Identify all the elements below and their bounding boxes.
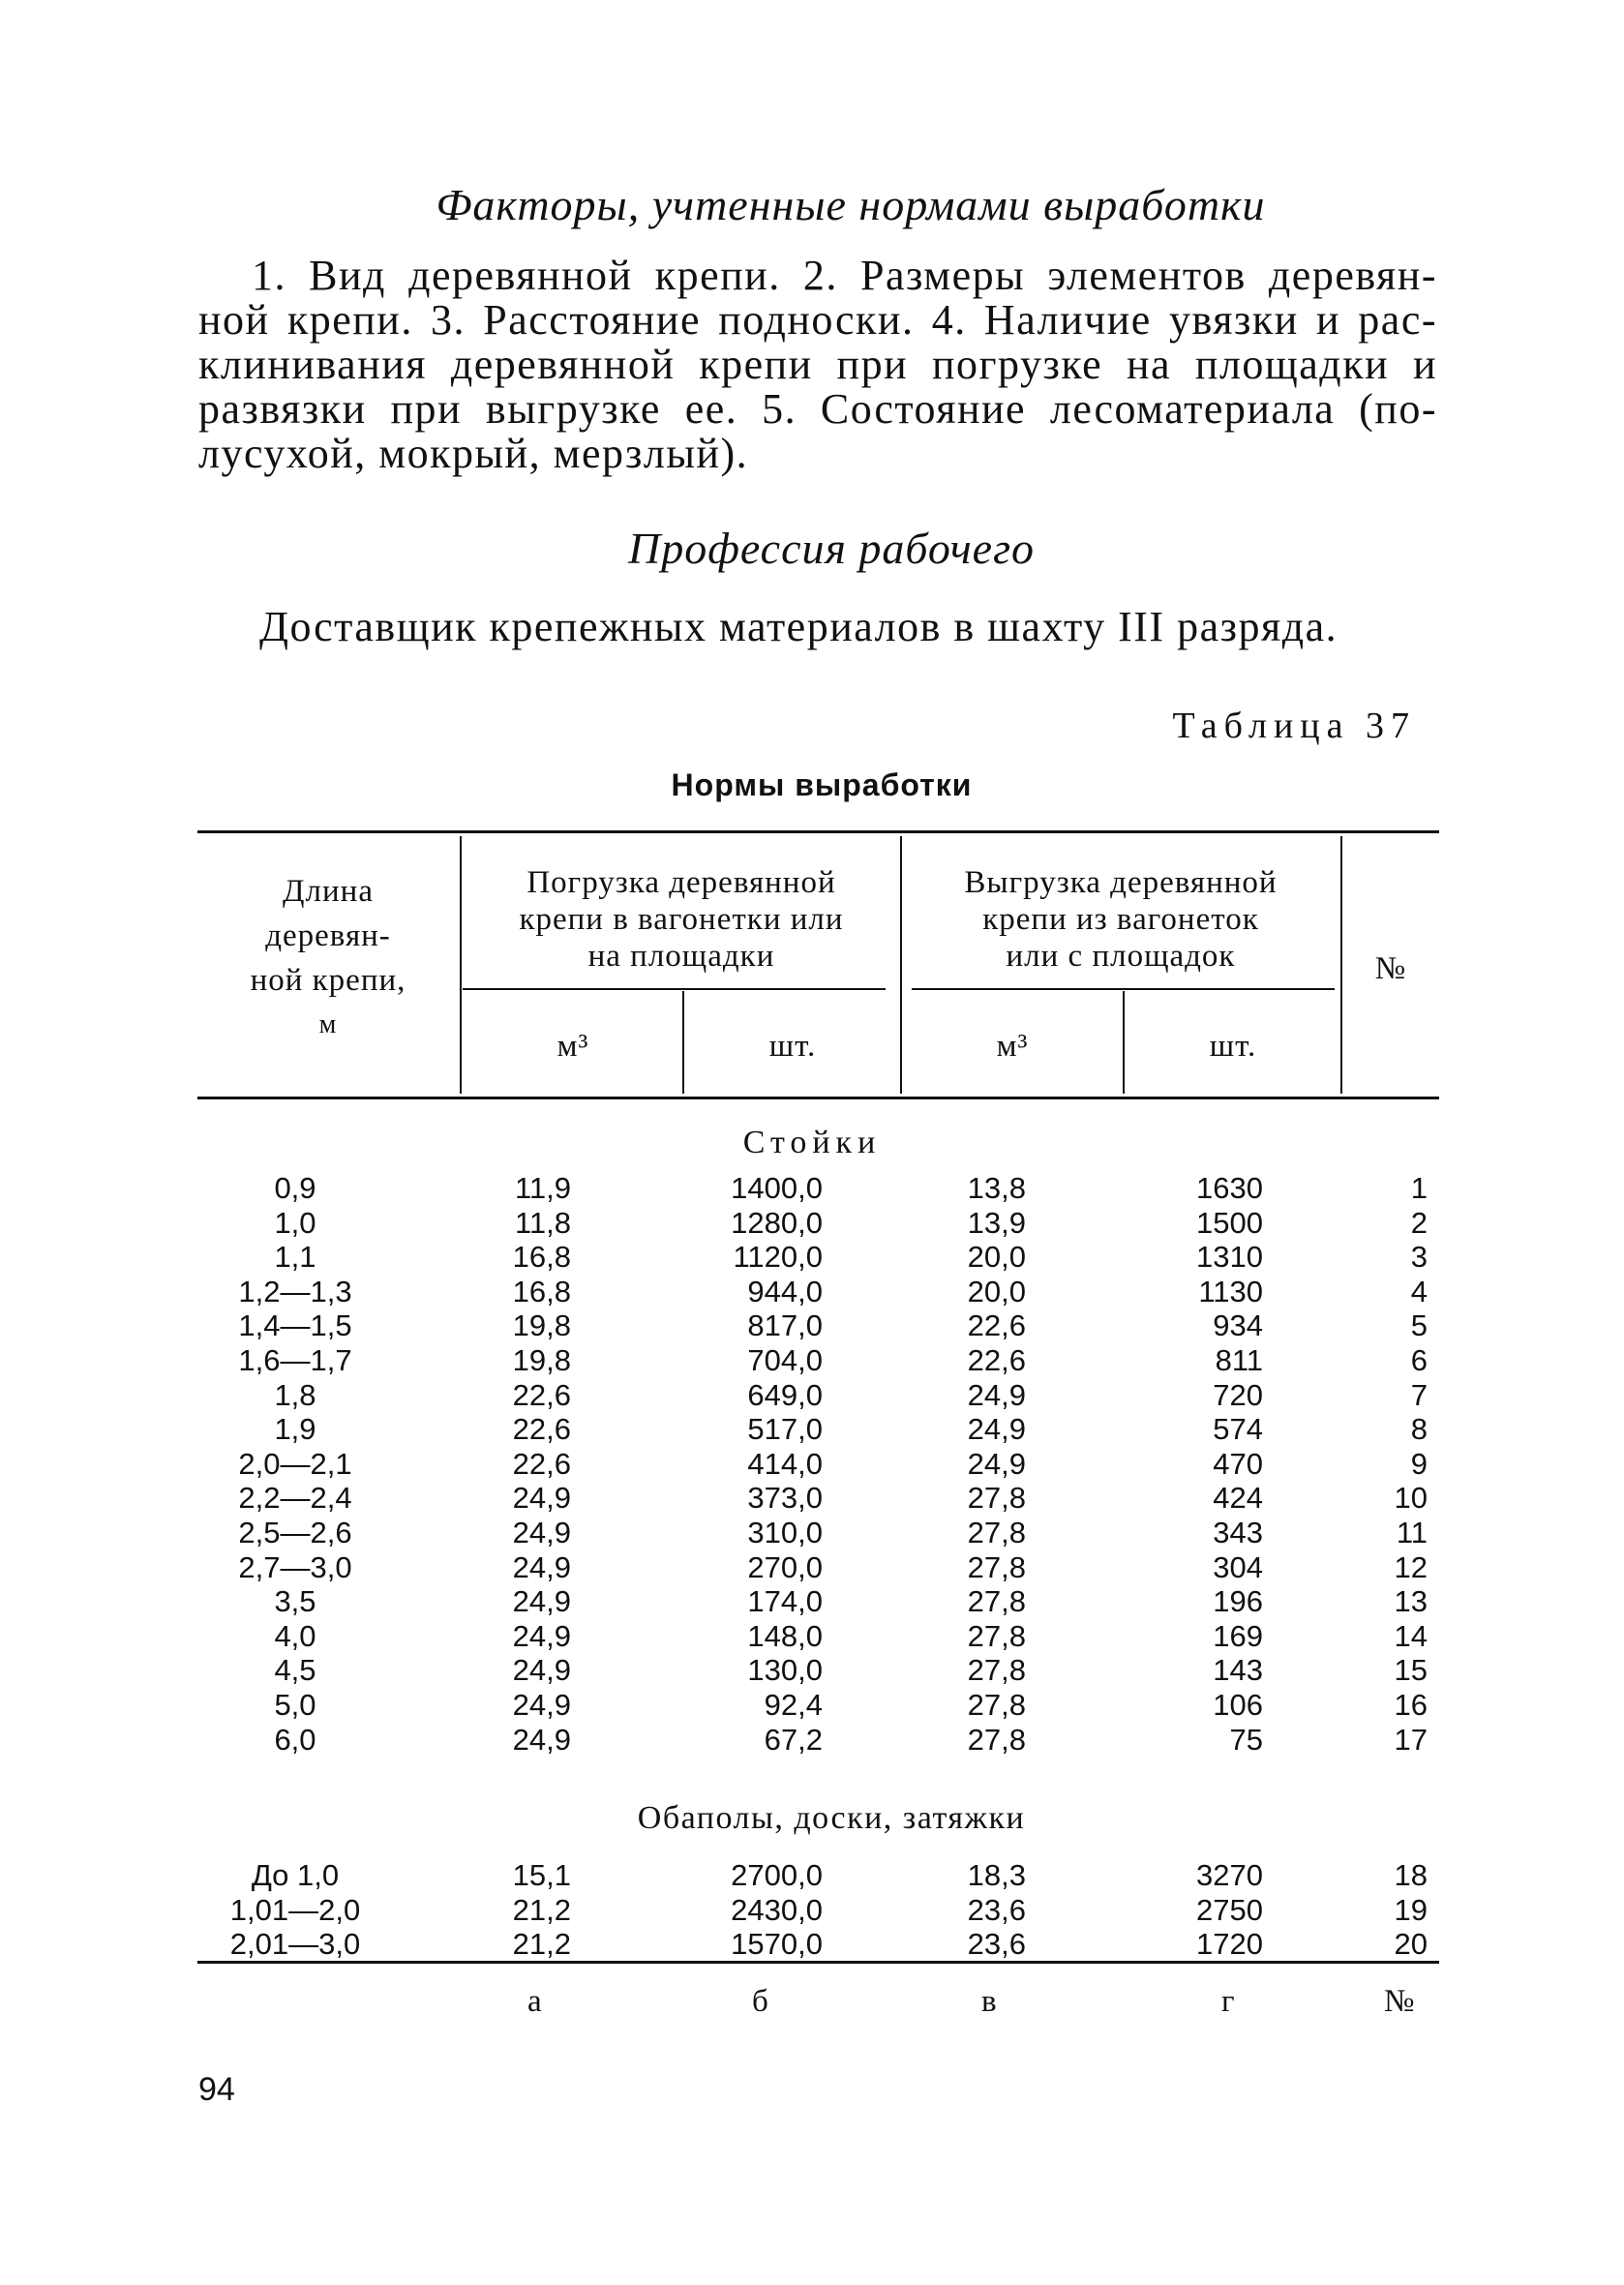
unloading-m3-cell: 23,6 bbox=[967, 1927, 1026, 1962]
loading-pcs-cell: 310,0 bbox=[747, 1516, 823, 1549]
unloading-m3-cell: 22,6 bbox=[967, 1308, 1026, 1343]
loading-pcs-cell: 373,0 bbox=[747, 1481, 823, 1516]
row-number-cell: 18 bbox=[1394, 1858, 1428, 1892]
table-label: Таблица 37 bbox=[1172, 706, 1416, 746]
row-number-cell: 12 bbox=[1394, 1549, 1428, 1584]
row-number-cell: 20 bbox=[1394, 1927, 1428, 1962]
row-number-cell: 19 bbox=[1394, 1892, 1428, 1927]
column-divider bbox=[460, 836, 462, 1094]
row-number-cell: 13 bbox=[1394, 1584, 1428, 1619]
paragraph-line: ной крепи. 3. Расстояние подноски. 4. Наличие увязки и рас- bbox=[198, 296, 1437, 344]
row-number-cell: 14 bbox=[1394, 1618, 1428, 1653]
unloading-pcs-cell: 3270 bbox=[1196, 1858, 1263, 1892]
loading-pcs-cell: 130,0 bbox=[747, 1653, 823, 1688]
profession-paragraph: Доставщик крепежных материалов в шахту III разряда. bbox=[259, 603, 1338, 650]
factors-paragraph bbox=[198, 254, 1437, 476]
loading-m3-cell: 19,8 bbox=[512, 1308, 571, 1343]
loading-pcs-cell: 817,0 bbox=[747, 1308, 823, 1343]
unloading-m3-cell: 27,8 bbox=[967, 1549, 1026, 1584]
header-line: Выгрузка деревянной bbox=[964, 865, 1278, 900]
unloading-pcs-cell: 196 bbox=[1213, 1584, 1263, 1619]
unloading-header bbox=[902, 864, 1339, 975]
loading-m3-cell: 21,2 bbox=[512, 1927, 571, 1962]
unloading-pcs-cell: 1500 bbox=[1196, 1205, 1263, 1240]
unloading-pcs-cell: 75 bbox=[1229, 1722, 1263, 1757]
row-number-cell: 16 bbox=[1394, 1688, 1428, 1722]
length-cell: 0,9 bbox=[274, 1171, 316, 1205]
table-top-rule bbox=[197, 830, 1439, 833]
footer-label-no: № bbox=[1384, 1984, 1415, 2019]
unloading-pcs-header: шт. bbox=[1209, 1029, 1257, 1064]
length-cell: 4,0 bbox=[274, 1618, 316, 1653]
header-line: м bbox=[318, 1009, 338, 1039]
loading-pcs-cell: 92,4 bbox=[764, 1688, 823, 1722]
row-number-cell: 3 bbox=[1410, 1240, 1428, 1275]
loading-pcs-cell: 67,2 bbox=[764, 1722, 823, 1757]
row-number-cell: 5 bbox=[1410, 1308, 1428, 1343]
loading-m3-cell: 24,9 bbox=[512, 1516, 571, 1549]
table-title: Нормы выработки bbox=[671, 767, 973, 802]
number-header: № bbox=[1374, 951, 1407, 986]
loading-header bbox=[463, 864, 900, 975]
length-cell: 1,1 bbox=[274, 1240, 316, 1275]
unloading-pcs-cell: 934 bbox=[1213, 1308, 1263, 1343]
unloading-m3-cell: 27,8 bbox=[967, 1722, 1026, 1757]
unloading-m3-cell: 27,8 bbox=[967, 1688, 1026, 1722]
unloading-pcs-cell: 470 bbox=[1213, 1446, 1263, 1481]
loading-pcs-cell: 270,0 bbox=[747, 1549, 823, 1584]
length-cell: 3,5 bbox=[274, 1584, 316, 1619]
loading-m3-header: м³ bbox=[556, 1029, 589, 1064]
unloading-pcs-cell: 304 bbox=[1213, 1549, 1263, 1584]
paragraph-line: лусухой, мокрый, мерзлый). bbox=[198, 430, 749, 477]
loading-pcs-cell: 649,0 bbox=[747, 1377, 823, 1412]
loading-pcs-cell: 704,0 bbox=[747, 1343, 823, 1377]
row-number-cell: 2 bbox=[1410, 1205, 1428, 1240]
loading-m3-cell: 11,9 bbox=[514, 1171, 571, 1205]
loading-m3-cell: 24,9 bbox=[512, 1618, 571, 1653]
length-cell: 2,01—3,0 bbox=[229, 1927, 361, 1962]
loading-m3-cell: 22,6 bbox=[512, 1377, 571, 1412]
unloading-pcs-cell: 424 bbox=[1213, 1481, 1263, 1516]
unloading-pcs-cell: 1310 bbox=[1196, 1240, 1263, 1275]
loading-m3-cell: 22,6 bbox=[512, 1446, 571, 1481]
length-cell: 2,7—3,0 bbox=[238, 1549, 352, 1584]
loading-m3-cell: 19,8 bbox=[512, 1343, 571, 1377]
unloading-m3-cell: 23,6 bbox=[967, 1892, 1026, 1927]
loading-pcs-cell: 944,0 bbox=[747, 1274, 823, 1308]
footer-label-v: в bbox=[981, 1984, 997, 2019]
header-line: ной крепи, bbox=[250, 963, 406, 998]
paragraph-line: 1. Вид деревянной крепи. 2. Размеры элементов деревян- bbox=[252, 252, 1437, 299]
section-title-posts: Стойки bbox=[742, 1125, 882, 1160]
length-cell: 2,5—2,6 bbox=[238, 1516, 352, 1549]
row-number-cell: 7 bbox=[1410, 1377, 1428, 1412]
unloading-pcs-cell: 2750 bbox=[1196, 1892, 1263, 1927]
paragraph-line: развязки при выгрузке ее. 5. Состояние лесоматериала (по- bbox=[198, 385, 1437, 433]
unloading-pcs-cell: 574 bbox=[1213, 1412, 1263, 1447]
row-number-cell: 15 bbox=[1394, 1653, 1428, 1688]
unloading-pcs-cell: 106 bbox=[1213, 1688, 1263, 1722]
length-cell: 2,0—2,1 bbox=[238, 1446, 352, 1481]
length-cell: 4,5 bbox=[274, 1653, 316, 1688]
length-cell: 6,0 bbox=[274, 1722, 316, 1757]
header-line: деревян- bbox=[265, 918, 391, 953]
unloading-m3-cell: 18,3 bbox=[967, 1858, 1026, 1892]
row-number-cell: 4 bbox=[1410, 1274, 1428, 1308]
unloading-m3-cell: 20,0 bbox=[967, 1240, 1026, 1275]
paragraph-line: клинивания деревянной крепи при погрузке на площадки и bbox=[198, 341, 1437, 388]
unloading-pcs-cell: 1630 bbox=[1196, 1171, 1263, 1205]
loading-m3-cell: 22,6 bbox=[512, 1412, 571, 1447]
length-cell: 2,2—2,4 bbox=[238, 1481, 352, 1516]
unloading-pcs-cell: 811 bbox=[1215, 1343, 1263, 1377]
loading-m3-cell: 24,9 bbox=[512, 1549, 571, 1584]
loading-pcs-cell: 1570,0 bbox=[731, 1927, 823, 1962]
loading-pcs-cell: 174,0 bbox=[747, 1584, 823, 1619]
row-number-cell: 11 bbox=[1396, 1516, 1428, 1549]
loading-m3-cell: 24,9 bbox=[512, 1481, 571, 1516]
row-number-cell: 6 bbox=[1410, 1343, 1428, 1377]
loading-m3-cell: 24,9 bbox=[512, 1653, 571, 1688]
length-cell: 1,8 bbox=[274, 1377, 316, 1412]
unloading-m3-cell: 27,8 bbox=[967, 1516, 1026, 1549]
unloading-m3-cell: 24,9 bbox=[967, 1446, 1026, 1481]
loading-m3-cell: 16,8 bbox=[512, 1274, 571, 1308]
unloading-m3-cell: 27,8 bbox=[967, 1584, 1026, 1619]
footer-label-a: а bbox=[527, 1984, 542, 2019]
loading-pcs-cell: 2430,0 bbox=[731, 1892, 823, 1927]
length-cell: 1,0 bbox=[274, 1205, 316, 1240]
length-cell: 1,9 bbox=[274, 1412, 316, 1447]
profession-heading: Профессия рабочего bbox=[627, 524, 1036, 573]
row-number-cell: 8 bbox=[1410, 1412, 1428, 1447]
unloading-m3-cell: 24,9 bbox=[967, 1412, 1026, 1447]
unloading-m3-cell: 27,8 bbox=[967, 1653, 1026, 1688]
unloading-m3-cell: 20,0 bbox=[967, 1274, 1026, 1308]
length-cell: До 1,0 bbox=[251, 1858, 340, 1892]
loading-m3-cell: 16,8 bbox=[512, 1240, 571, 1275]
loading-pcs-cell: 2700,0 bbox=[731, 1858, 823, 1892]
length-cell: 1,4—1,5 bbox=[238, 1308, 352, 1343]
loading-pcs-cell: 1120,0 bbox=[733, 1240, 823, 1275]
loading-pcs-cell: 148,0 bbox=[747, 1618, 823, 1653]
footer-label-g: г bbox=[1221, 1984, 1235, 2019]
factors-heading: Факторы, учтенные нормами выработки bbox=[436, 180, 1266, 229]
length-cell: 1,01—2,0 bbox=[229, 1892, 361, 1927]
unloading-m3-cell: 24,9 bbox=[967, 1377, 1026, 1412]
loading-m3-cell: 24,9 bbox=[512, 1584, 571, 1619]
table-header-bottom-rule bbox=[197, 1097, 1439, 1099]
unloading-m3-cell: 13,8 bbox=[967, 1171, 1026, 1205]
length-header bbox=[201, 869, 455, 1047]
unloading-pcs-cell: 720 bbox=[1213, 1377, 1263, 1412]
unloading-m3-cell: 13,9 bbox=[967, 1205, 1026, 1240]
unloading-pcs-cell: 1720 bbox=[1196, 1927, 1263, 1962]
header-line: или с площадок bbox=[1006, 939, 1236, 974]
section-title-boards: Обаполы, доски, затяжки bbox=[637, 1800, 1026, 1836]
loading-pcs-cell: 517,0 bbox=[747, 1412, 823, 1447]
unloading-pcs-cell: 143 bbox=[1213, 1653, 1263, 1688]
loading-m3-cell: 24,9 bbox=[512, 1722, 571, 1757]
loading-pcs-cell: 414,0 bbox=[747, 1446, 823, 1481]
row-number-cell: 10 bbox=[1394, 1481, 1428, 1516]
loading-pcs-cell: 1400,0 bbox=[731, 1171, 823, 1205]
loading-m3-cell: 24,9 bbox=[512, 1688, 571, 1722]
loading-m3-cell: 11,8 bbox=[514, 1205, 571, 1240]
loading-m3-cell: 15,1 bbox=[512, 1858, 571, 1892]
unloading-pcs-cell: 1130 bbox=[1198, 1274, 1263, 1308]
header-line: на площадки bbox=[587, 939, 775, 974]
loading-pcs-header: шт. bbox=[768, 1029, 817, 1064]
length-cell: 1,2—1,3 bbox=[238, 1274, 352, 1308]
header-line: Погрузка деревянной bbox=[526, 865, 836, 900]
row-number-cell: 9 bbox=[1410, 1446, 1428, 1481]
loading-pcs-cell: 1280,0 bbox=[731, 1205, 823, 1240]
length-cell: 1,6—1,7 bbox=[238, 1343, 352, 1377]
row-number-cell: 17 bbox=[1394, 1722, 1428, 1757]
footer-label-b: б bbox=[752, 1984, 768, 2019]
header-line: Длина bbox=[283, 874, 374, 909]
unloading-pcs-cell: 343 bbox=[1213, 1516, 1263, 1549]
page-number: 94 bbox=[198, 2071, 235, 2108]
unloading-pcs-cell: 169 bbox=[1213, 1618, 1263, 1653]
row-number-cell: 1 bbox=[1410, 1171, 1428, 1205]
header-line: крепи в вагонетки или bbox=[519, 902, 844, 937]
loading-m3-cell: 21,2 bbox=[512, 1892, 571, 1927]
unloading-subheader-rule bbox=[912, 988, 1335, 990]
length-cell: 5,0 bbox=[274, 1688, 316, 1722]
unloading-m3-cell: 22,6 bbox=[967, 1343, 1026, 1377]
loading-subheader-rule bbox=[463, 988, 886, 990]
unloading-m3-cell: 27,8 bbox=[967, 1618, 1026, 1653]
header-line: крепи из вагонеток bbox=[982, 902, 1259, 937]
unloading-m3-header: м³ bbox=[996, 1029, 1029, 1064]
unloading-m3-cell: 27,8 bbox=[967, 1481, 1026, 1516]
